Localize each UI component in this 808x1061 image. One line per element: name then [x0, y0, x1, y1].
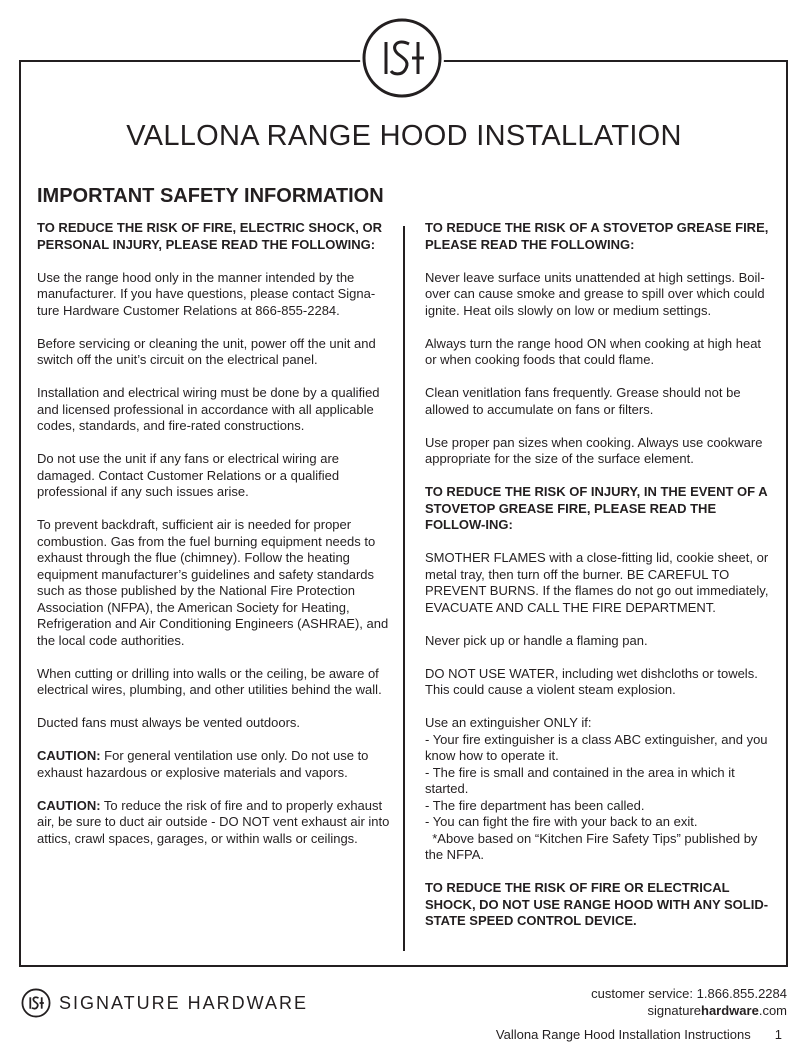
extinguisher-intro: Use an extinguisher ONLY if:	[425, 715, 592, 730]
contact-info	[591, 985, 787, 1019]
left-paragraph: Ducted fans must always be vented outdoors.	[37, 715, 301, 730]
caution-label: CAUTION:	[37, 797, 101, 813]
caution-paragraph	[37, 748, 397, 781]
brand-logo-icon	[360, 16, 444, 100]
extinguisher-item: - Your fire extinguisher is a class ABC extinguisher, and you know how to operate it.	[425, 731, 768, 763]
page-title: VALLONA RANGE HOOD INSTALLATION	[126, 120, 682, 152]
left-paragraph: When cutting or drilling into walls or the ceiling, be aware of electrical wires, plumbing, and other utilities behind the wall.	[37, 665, 382, 697]
extinguisher-block	[425, 715, 775, 864]
left-heading: TO REDUCE THE RISK OF FIRE, ELECTRIC SHOCK, OR PERSONAL INJURY, PLEASE READ THE FOLLOWING:	[37, 220, 383, 252]
extinguisher-item: - The fire is small and contained in the area in which it started.	[425, 764, 735, 796]
right-paragraph: DO NOT USE WATER, including wet dishcloths or towels. This could cause a violent steam explosion.	[425, 665, 758, 697]
extinguisher-item: - The fire department has been called.	[425, 797, 645, 813]
right-paragraph: Never leave surface units unattended at high settings. Boil-over can cause smoke and grease to spill over which could ignite. Heat oils slowly on low or medium settings.	[425, 269, 765, 318]
website-suffix: .com	[758, 1003, 787, 1018]
column-divider	[403, 226, 405, 951]
left-paragraph: Before servicing or cleaning the unit, power off the unit and switch off the unit’s circuit on the electrical panel.	[37, 335, 376, 367]
website-link[interactable]	[591, 1002, 787, 1019]
right-paragraph: Always turn the range hood ON when cooking at high heat or when cooking foods that could flame.	[425, 335, 762, 367]
left-paragraph: Installation and electrical wiring must be done by a qualified and licensed professional in accordance with all applicable codes, standards, and fire-rated constructions.	[37, 385, 380, 433]
caution-paragraph	[37, 798, 397, 848]
website-prefix: signature	[647, 1003, 702, 1018]
brand-footer-logo	[21, 988, 308, 1018]
left-paragraph: Use the range hood only in the manner intended by the manufacturer. If you have questions, please contact Signa-ture Hardware Customer Relations at 866-855-2284.	[37, 269, 376, 318]
extinguisher-item: - You can fight the fire with your back to an exit.	[425, 814, 698, 829]
caution-text: For general ventilation use only. Do not use to exhaust hazardous or explosive materials and vapors.	[37, 748, 369, 780]
brand-name: SIGNATURE HARDWARE	[59, 992, 309, 1013]
extinguisher-note: *Above based on “Kitchen Fire Safety Tips” published by the NFPA.	[425, 830, 762, 862]
caution-label: CAUTION:	[37, 748, 101, 763]
left-paragraph: To prevent backdraft, sufficient air is needed for proper combustion. Gas from the fuel burning equipment needs to exhaust through the flue (chimney). Follow the heating equipment manufacturer’s guidelines and safety standards such as those published by the National Fire Protection Association (NFPA), the American Society for Heating, Refrigeration and Air Conditioning Engineers (ASHRAE), and the local code authorities.	[37, 517, 389, 648]
website-bold: hardware	[701, 1003, 759, 1018]
footer-doc-title: Vallona Range Hood Installation Instructions	[495, 1027, 751, 1042]
right-column	[425, 220, 775, 946]
caution-text: To reduce the risk of fire and to properly exhaust air, be sure to duct air outside - DO NOT vent exhaust air into attics, crawl spaces, garages, or within walls or ceilings.	[37, 797, 390, 846]
right-heading: TO REDUCE THE RISK OF FIRE OR ELECTRICAL SHOCK, DO NOT USE RANGE HOOD WITH ANY SOLID-STATE SPEED CONTROL DEVICE.	[425, 880, 769, 928]
right-heading: TO REDUCE THE RISK OF INJURY, IN THE EVENT OF A STOVETOP GREASE FIRE, PLEASE READ THE FOLLOW-ING:	[425, 484, 768, 532]
page-footer	[496, 1027, 782, 1042]
right-paragraph: Never pick up or handle a flaming pan.	[425, 632, 648, 648]
right-paragraph: Clean venitlation fans frequently. Grease should not be allowed to accumulate on fans or filters.	[425, 385, 741, 417]
right-paragraph: SMOTHER FLAMES with a close-fitting lid, cookie sheet, or metal tray, then turn off the burner. BE CAREFUL TO PREVENT BURNS. If the flames do not go out immediately, EVACUATE AND CALL THE FIRE DEPARTMENT.	[425, 550, 769, 615]
left-paragraph: Do not use the unit if any fans or electrical wiring are damaged. Contact Customer Relations or a qualified professional if any such issues arise.	[37, 451, 340, 499]
right-heading: TO REDUCE THE RISK OF A STOVETOP GREASE FIRE, PLEASE READ THE FOLLOWING:	[425, 220, 769, 252]
page-number: 1	[774, 1027, 782, 1042]
right-paragraph: Use proper pan sizes when cooking. Always use cookware appropriate for the size of the surface element.	[425, 434, 763, 466]
customer-service: customer service: 1.866.855.2284	[591, 986, 787, 1001]
brand-mark-icon	[21, 988, 51, 1018]
section-heading: IMPORTANT SAFETY INFORMATION	[37, 185, 384, 207]
left-column	[37, 220, 397, 864]
